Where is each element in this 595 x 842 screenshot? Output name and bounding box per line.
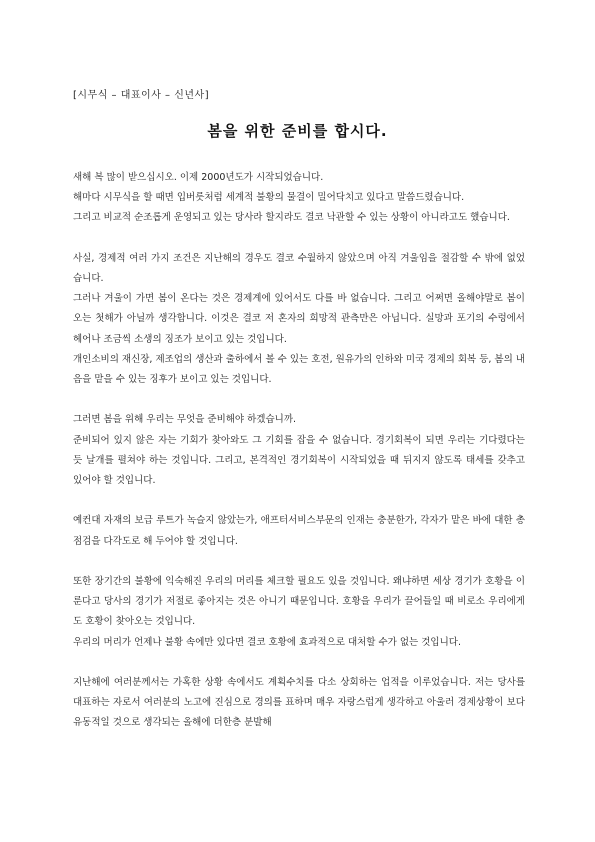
paragraph (73, 410, 525, 491)
paragraph-line: 또한 장기간의 불황에 익숙해진 우리의 머리를 체크할 필요도 있을 것입니다. 왜냐하면 세상 경기가 호황을 이룬다고 당사의 경기가 저절로 좋아지는 것은 아니기 때문입니다. 호황을 우리가 끌어들일 때 비로소 우리에게도 호황이 찾아오는 것입니다. (73, 576, 525, 628)
paragraph-line: 사실, 경제적 여러 가지 조건은 지난해의 경우도 결코 수월하지 않았으며 아직 겨울임을 절감할 수 밖에 없었습니다. (73, 252, 525, 284)
document-header-tag: [시무식 – 대표이사 – 신년사] (73, 90, 210, 101)
paragraph-line: 준비되어 있지 않은 자는 기회가 찾아와도 그 기회를 잡을 수 없습니다. 경기회복이 되면 우리는 기다렸다는 듯 날개를 펼쳐야 하는 것입니다. 그리고, 본격적인 경기회복이 시작되었을 때 뒤지지 않도록 태세를 갖추고 있어야 할 것입니다. (73, 434, 525, 487)
paragraph-line: 새해 복 많이 받으십시오. 이제 2000년도가 시작되었습니다. (73, 172, 324, 183)
paragraph (73, 572, 525, 653)
paragraph (73, 249, 525, 390)
paragraph-line: 그러나 겨울이 가면 봄이 온다는 것은 경제계에 있어서도 다를 바 없습니다. 그리고 어쩌면 올해야말로 봄이 오는 첫해가 아닐까 생각합니다. 이것은 결코 저 혼자의 희망적 관측만은 아닙니다. 실망과 포기의 수렁에서 헤어나 조금씩 소생의 징조가 보이고 있는 것입니다. (73, 293, 525, 345)
paragraph-line: 개인소비의 재신장, 제조업의 생산과 출하에서 볼 수 있는 호전, 원유가의 인하와 미국 경제의 회복 등, 봄의 내음을 맡을 수 있는 징후가 보이고 있는 것입니다. (73, 353, 525, 386)
document-title: 봄을 위한 준비를 합시다. (207, 122, 388, 140)
paragraph-line: 그러면 봄을 위해 우리는 무엇을 준비해야 하겠습니까. (73, 414, 297, 426)
document-body (73, 168, 525, 754)
paragraph-line: 지난해에 여러분께서는 가혹한 상황 속에서도 계획수치를 다소 상회하는 업적을 이루었습니다. 저는 당사를 대표하는 자로서 여러분의 노고에 진심으로 경의를 표하며 매우 자랑스럽게 생각하고 아울러 경제상황이 보다 유동적일 것으로 생각되는 올해에 더한층 분발해 (73, 677, 525, 729)
paragraph (73, 511, 525, 551)
paragraph-line: 예컨대 자재의 보급 루트가 녹슬지 않았는가, 애프터서비스부문의 인재는 충분한가, 각자가 맡은 바에 대한 총점검을 다각도로 해 두어야 할 것입니다. (73, 515, 525, 547)
paragraph-line: 해마다 시무식을 할 때면 입버릇처럼 세계적 불황의 물결이 밀어닥치고 있다고 말씀드렸습니다. (73, 192, 465, 204)
paragraph (73, 673, 525, 734)
paragraph (73, 168, 525, 229)
paragraph-line: 우리의 머리가 언제나 불황 속에만 있다면 결코 호황에 효과적으로 대처할 수가 없는 것입니다. (73, 636, 461, 648)
paragraph-line: 그리고 비교적 순조롭게 운영되고 있는 당사라 할지라도 결코 낙관할 수 있는 상황이 아니라고도 했습니다. (73, 212, 510, 224)
